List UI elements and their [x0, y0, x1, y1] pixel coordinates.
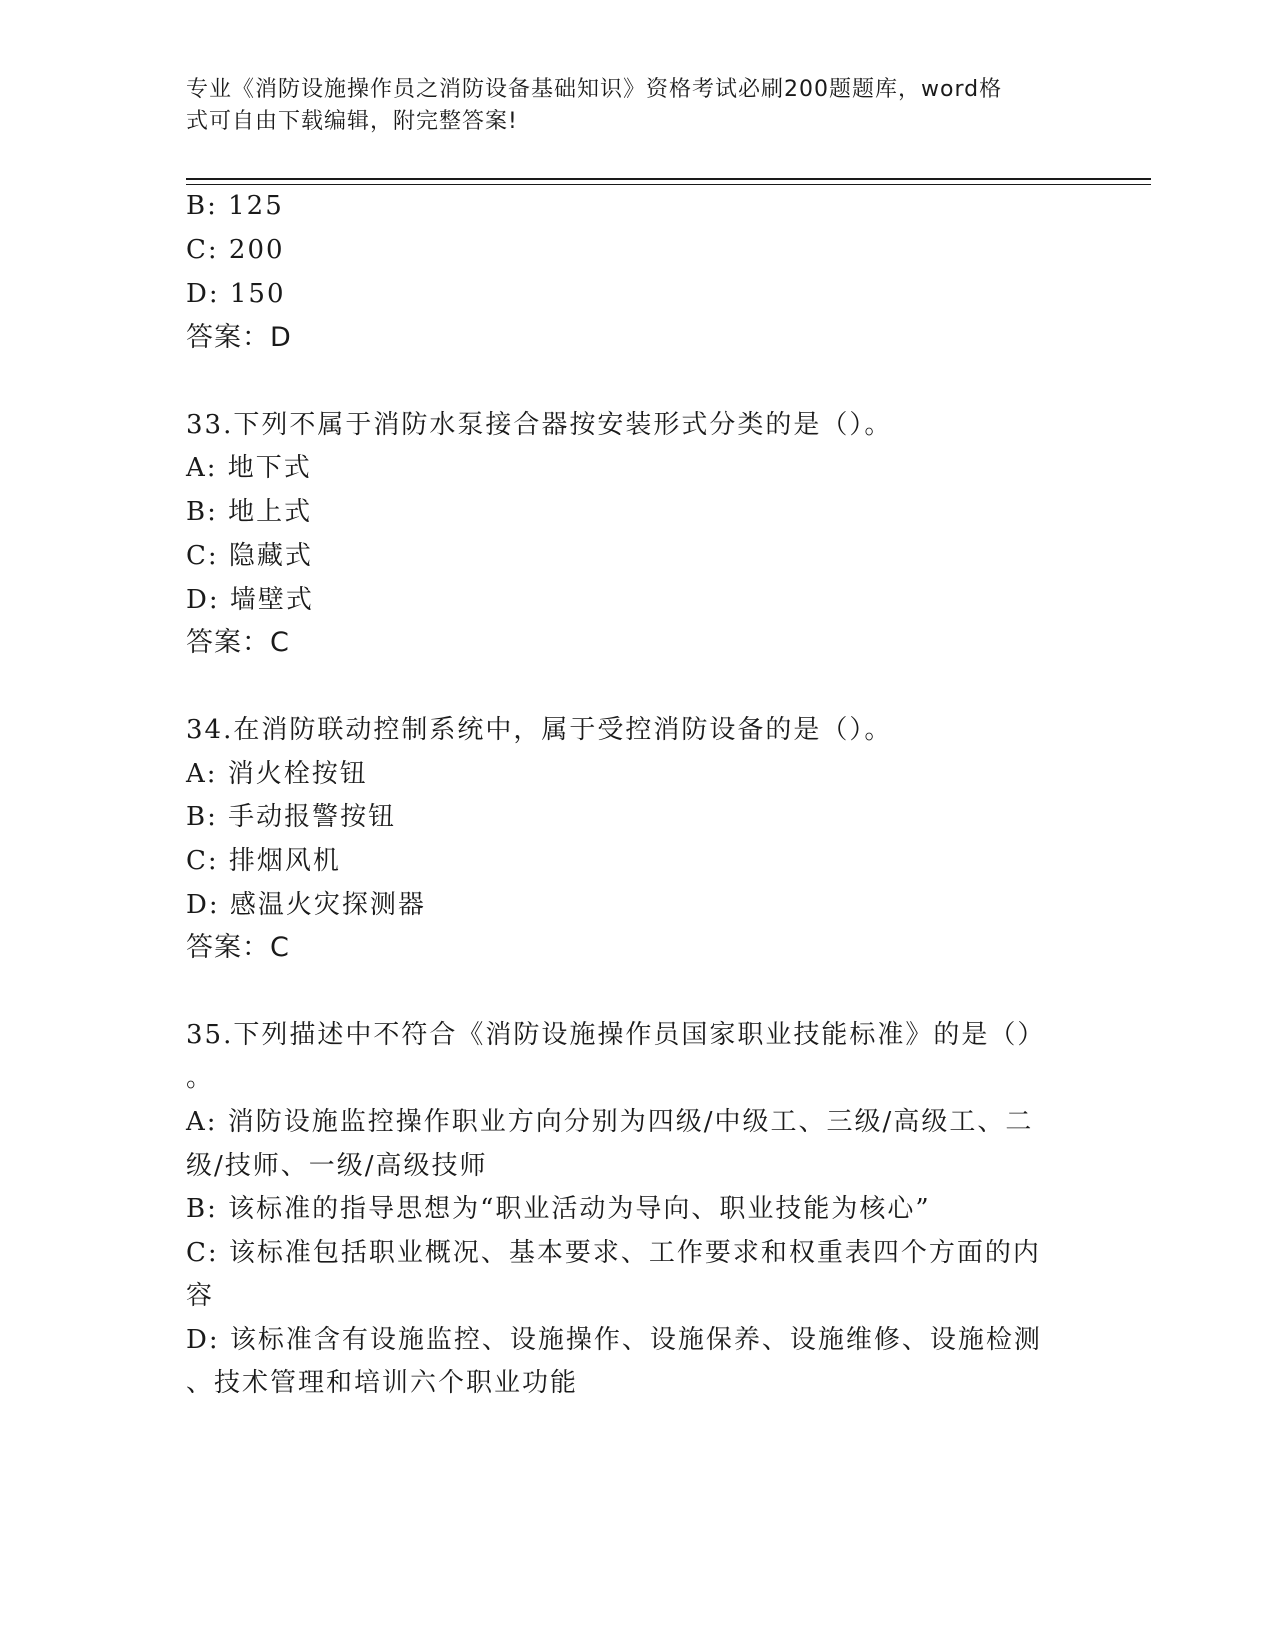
q35-option-d-line-2: 、技术管理和培训六个职业功能: [186, 1368, 579, 1398]
q34-answer: 答案：C: [186, 932, 290, 963]
q35-option-a-line-2: 级/技师、一级/高级技师: [186, 1151, 488, 1181]
q32-answer: 答案：D: [186, 322, 292, 353]
q35-option-c-line-1: C: 该标准包括职业概况、基本要求、工作要求和权重表四个方面的内: [186, 1238, 1041, 1268]
q33-option-c: C: 隐藏式: [186, 541, 313, 571]
q35-option-a-line-1: A: 消防设施监控操作职业方向分别为四级/中级工、三级/高级工、二: [186, 1107, 1034, 1137]
header-line-2: 式可自由下载编辑，附完整答案!: [186, 109, 518, 134]
header-divider-thick: [186, 178, 1151, 180]
q33-question: 33.下列不属于消防水泵接合器按安装形式分类的是（）。: [186, 410, 893, 440]
q34-question: 34.在消防联动控制系统中，属于受控消防设备的是（）。: [186, 715, 893, 745]
q33-option-d: D: 墙壁式: [186, 585, 314, 615]
q35-option-c-line-2: 容: [186, 1281, 215, 1311]
q34-option-c: C: 排烟风机: [186, 846, 341, 876]
q32-option-d: D: 150: [186, 279, 286, 309]
q35-option-b: B: 该标准的指导思想为“职业活动为导向、职业技能为核心”: [186, 1194, 931, 1224]
header-divider-thin: [186, 184, 1151, 185]
document-header: [186, 74, 1086, 138]
q33-option-a: A: 地下式: [186, 453, 312, 483]
q32-option-c: C: 200: [186, 235, 285, 265]
q35-option-d-line-1: D: 该标准含有设施监控、设施操作、设施保养、设施维修、设施检测: [186, 1325, 1042, 1355]
q34-option-b: B: 手动报警按钮: [186, 802, 397, 832]
q33-answer: 答案：C: [186, 627, 290, 658]
q35-question-line-2: 。: [186, 1063, 215, 1093]
header-line-1: 专业《消防设施操作员之消防设备基础知识》资格考试必刷200题题库，word格: [186, 77, 1003, 102]
q32-option-b: B: 125: [186, 191, 284, 221]
q33-option-b: B: 地上式: [186, 497, 313, 527]
q34-option-a: A: 消火栓按钮: [186, 759, 368, 789]
q34-option-d: D: 感温火灾探测器: [186, 890, 426, 920]
q35-question-line-1: 35.下列描述中不符合《消防设施操作员国家职业技能标准》的是（）: [186, 1020, 1046, 1050]
